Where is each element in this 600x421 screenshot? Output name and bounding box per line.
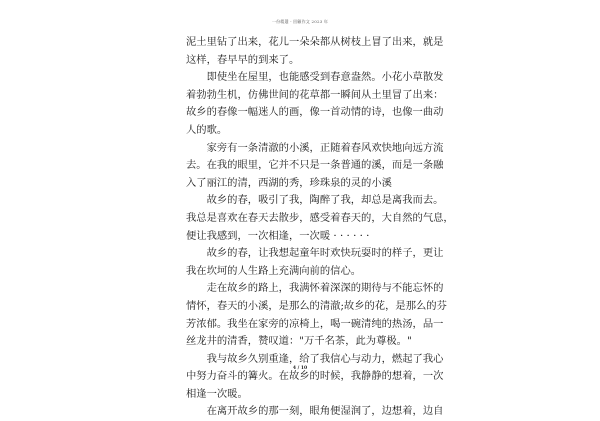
text-line: 走在故乡的路上，我满怀着深深的期待与不能忘怀的 <box>186 282 444 295</box>
text-line: 即使坐在屋里，也能感受到春意盎然。小花小草散发 <box>186 71 444 84</box>
text-line: 故乡的春，吸引了我，陶醉了我，却总是离我而去。 <box>186 194 444 207</box>
text-line: 丝龙井的清香，赞叹道："万千名茶，此为尊极。" <box>186 335 412 348</box>
text-line: 着勃勃生机，仿佛世间的花草都一瞬间从土里冒了出来： <box>186 88 444 101</box>
text-line: 便让我感到，一次相逢，一次暖 · · · · · · <box>186 229 370 242</box>
text-line: 我与故乡久别重逢，给了我信心与动力，燃起了我心 <box>186 352 444 365</box>
text-line: 我总是喜欢在春天去散步，感受着春天的，大自然的气息， <box>186 211 454 224</box>
text-line: 入了丽江的清，西湖的秀，珍珠泉的灵的小溪 <box>186 176 392 189</box>
text-line: 在离开故乡的那一刻，眼角便湿润了，边想着，边自 <box>186 405 444 418</box>
text-line: 情怀，春天的小溪，是那么的清澈;故乡的花，是那么的芬 <box>186 299 447 312</box>
text-line: 芳浓郁。我坐在家旁的凉椅上，喝一碗清纯的热汤，品一 <box>186 317 444 330</box>
article-body <box>186 34 454 421</box>
text-line: 泥土里钻了出来，花儿一朵朵都从树枝上冒了出来，就是 <box>186 36 444 48</box>
page-header: 一份精選 - 回顧作文 2023 年 <box>271 19 329 24</box>
text-line: 中努力奋斗的篝火。在故乡的时候，我静静的想着，一次 <box>186 370 444 383</box>
page-number: 4 / 10 <box>292 366 308 371</box>
text-line: 故乡的春，让我想起童年时欢快玩耍时的样子，更让 <box>186 247 444 260</box>
text-line: 这样，春早早的到来了。 <box>186 53 300 66</box>
text-line: 家旁有一条清澈的小溪，正随着春风欢快地向远方流 <box>186 141 444 154</box>
text-line: 人的歌。 <box>186 123 228 136</box>
text-line: 我在坎坷的人生路上充满向前的信心。 <box>186 264 362 277</box>
text-line: 去。在我的眼里，它并不只是一条普通的溪，而是一条融 <box>186 159 444 172</box>
text-line: 故乡的春像一幅迷人的画，像一首动情的诗，也像一曲动 <box>186 106 444 119</box>
text-line: 相逢一次暖。 <box>186 387 248 400</box>
